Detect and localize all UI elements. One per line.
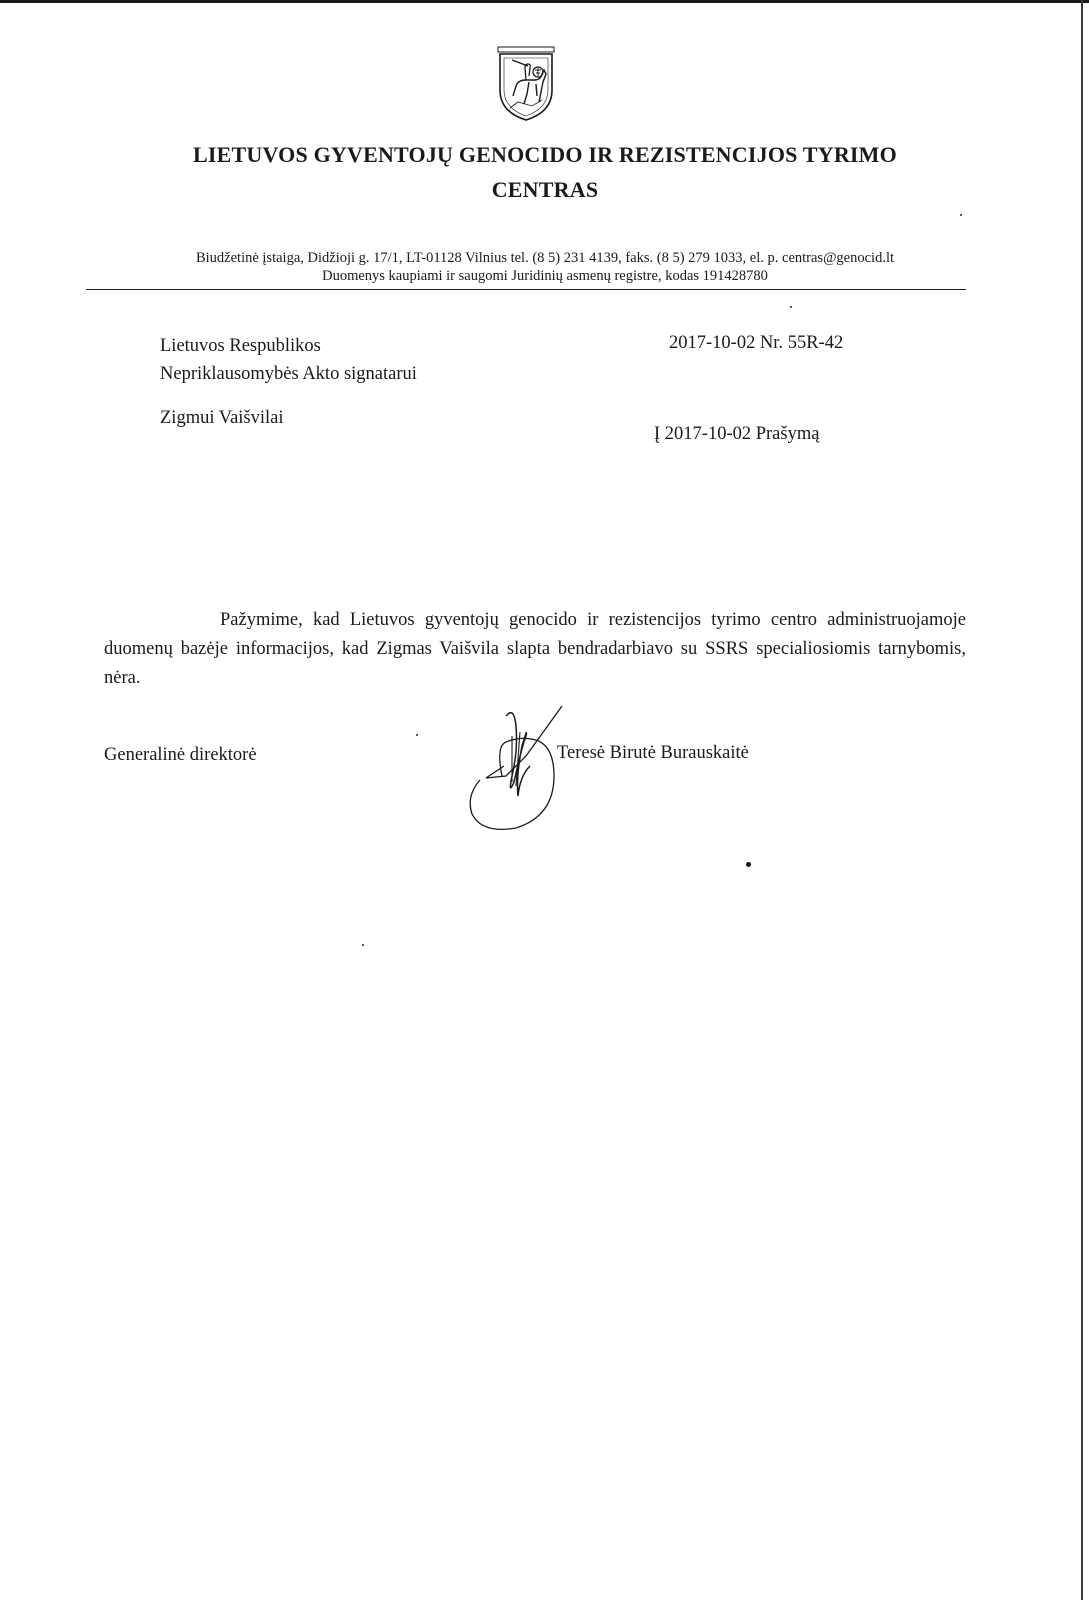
scan-top-edge [0,0,1089,3]
header-divider [86,289,966,290]
signer-position: Generalinė direktorė [104,745,257,765]
registry-line: Duomenys kaupiami ir saugomi Juridinių asmenų registre, kodas 191428780 [322,268,768,284]
institution-title-line1: LIETUVOS GYVENTOJŲ GENOCIDO IR REZISTENCIJOS TYRIMO [193,142,897,167]
body-paragraph [104,606,966,693]
document-date-number: 2017-10-02 Nr. 55R-42 [669,333,844,353]
recipient-line2: Nepriklausomybės Akto signatarui [160,364,417,384]
reply-reference: Į 2017-10-02 Prašymą [654,424,820,444]
recipient-line1: Lietuvos Respublikos [160,336,321,356]
scan-right-edge [1081,0,1083,1600]
body-text: Pažymime, kad Lietuvos gyventojų genocido ir rezistencijos tyrimo centro administruojamoje duomenų bazėje informacijos, kad Zigmas Vaišvila slapta bendradarbiavo su SSRS specialiosiomis tarnybomis, nėra. [104,610,966,688]
ink-mark [746,862,751,867]
institution-title-line2: CENTRAS [491,177,599,202]
signature-icon [466,706,576,848]
contact-line: Biudžetinė įstaiga, Didžioji g. 17/1, LT-01128 Vilnius tel. (8 5) 231 4139, faks. (8 5) 279 1033, el. p. centras@genocid.lt [195,250,895,266]
recipient-line3: Zigmui Vaišvilai [160,408,284,428]
signer-name: Teresė Birutė Burauskaitė [557,743,749,763]
coat-of-arms-icon [496,46,556,122]
